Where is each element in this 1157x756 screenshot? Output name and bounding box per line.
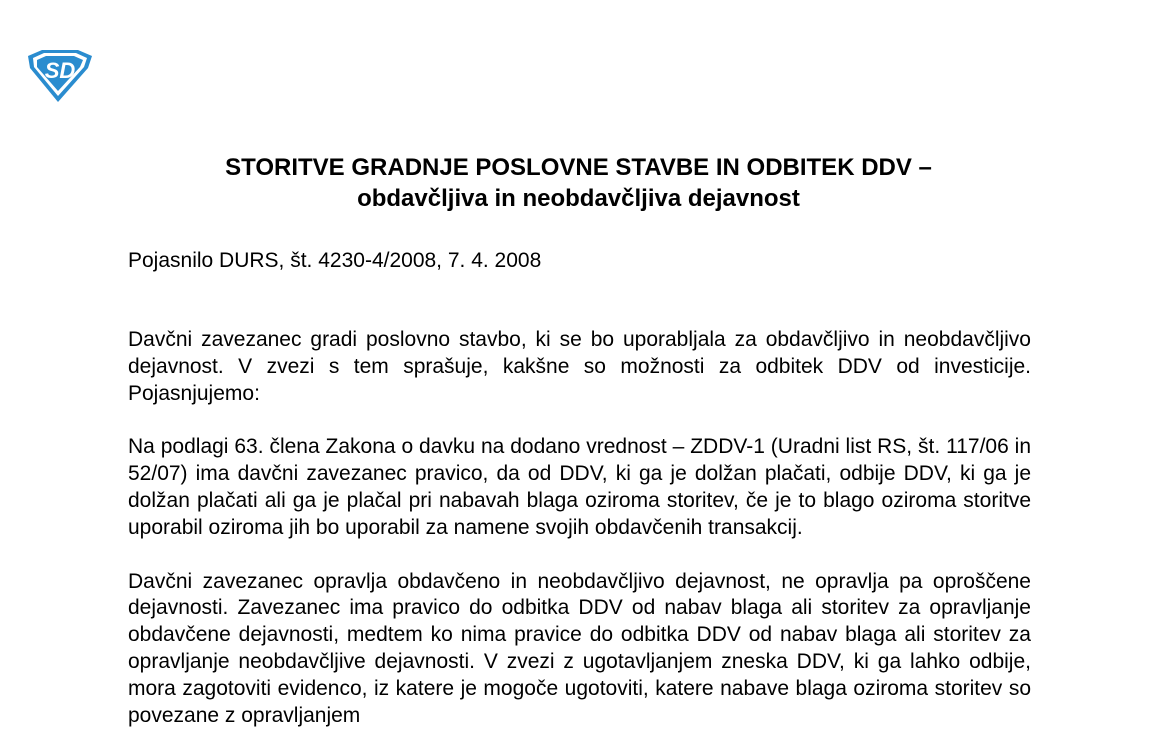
logo-text: SD [44, 58, 76, 83]
paragraph: Na podlagi 63. člena Zakona o davku na dodano vrednost – ZDDV-1 (Uradni list RS, št. 117/06 in 52/07) ima davčni zavezanec pravico, da od DDV, ki ga je dolžan plačati, odbije DDV, ki ga je dolžan plačati ali ga je plačal pri nabavah blaga oziroma storitev, če je to blago oziroma storitve uporabil oziroma jih bo uporabil za namene svojih obdavčenih transakcij. [128, 435, 1031, 539]
document-title [0, 152, 1157, 214]
sd-shield-icon [22, 48, 96, 104]
title-line-1: STORITVE GRADNJE POSLOVNE STAVBE IN ODBITEK DDV – [225, 154, 932, 181]
paragraph: Davčni zavezanec opravlja obdavčeno in neobdavčljivo dejavnost, ne opravlja pa oproščene dejavnosti. Zavezanec ima pravico do odbitka DDV od nabav blaga ali storitev za opravljanje obdavčene dejavnosti, medtem ko nima pravice do odbitka DDV od nabav blaga ali storitev za opravljanje neobdavčljive dejavnosti. V zvezi z ugotavljanjem zneska DDV, ki ga lahko odbije, mora zagotoviti evidenco, iz katere je mogoče ugotoviti, katere nabave blaga oziroma storitev so povezane z opravljanjem [128, 569, 1031, 727]
company-logo [22, 48, 96, 104]
document-body [128, 327, 1031, 756]
title-line-2: obdavčljiva in neobdavčljiva dejavnost [357, 185, 800, 212]
paragraph: Davčni zavezanec gradi poslovno stavbo, ki se bo uporabljala za obdavčljivo in neobdavčljivo dejavnost. V zvezi s tem sprašuje, kakšne so možnosti za odbitek DDV od investicije. Pojasnjujemo: [128, 328, 1031, 405]
document-reference: Pojasnilo DURS, št. 4230-4/2008, 7. 4. 2008 [128, 249, 542, 272]
